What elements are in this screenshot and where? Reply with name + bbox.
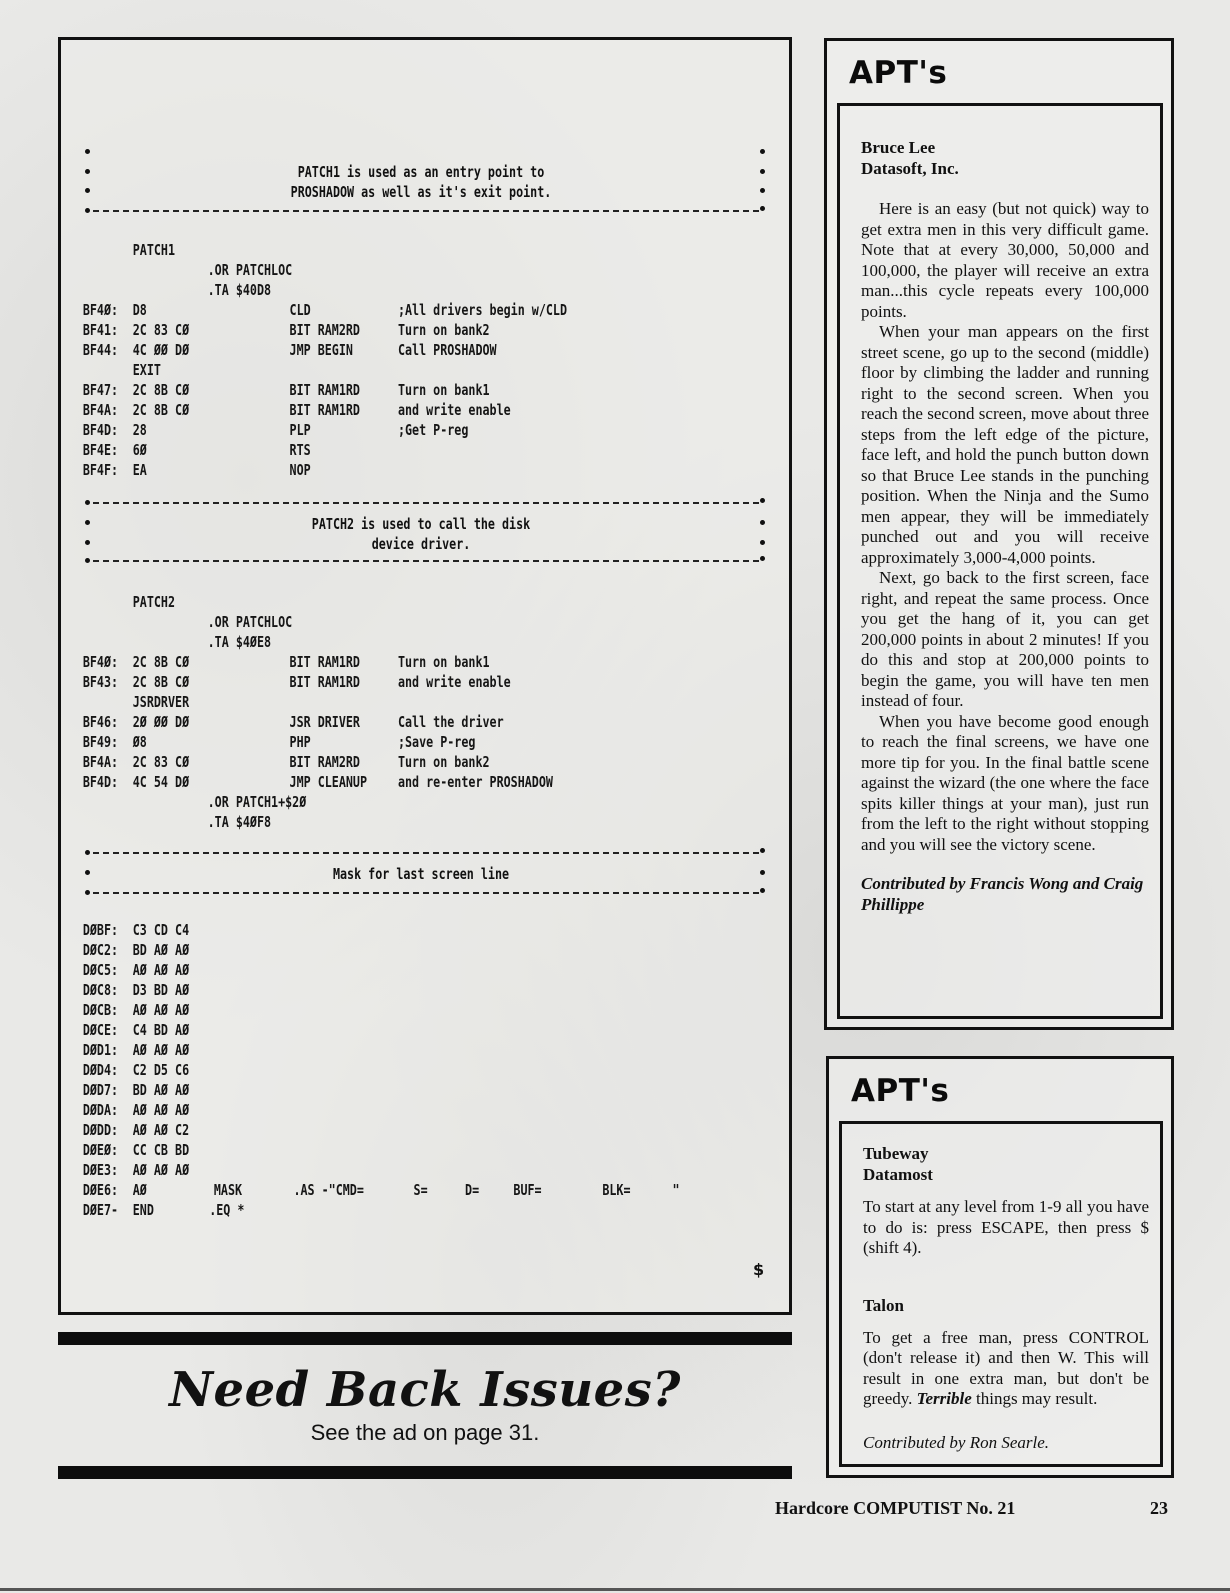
- code-addr: BF47:: [82, 381, 119, 399]
- code-addr: DØCE:: [82, 1021, 119, 1039]
- ad-top-rule: [58, 1332, 792, 1345]
- tip-emphasis: Terrible: [916, 1389, 972, 1408]
- mask-blk: BLK=: [602, 1181, 631, 1199]
- comment-3-line-1: Mask for last screen line: [332, 865, 510, 883]
- code-addr: DØDD:: [82, 1121, 119, 1139]
- code-addr: BF4Ø:: [82, 301, 119, 319]
- comment-1-line-2: PROSHADOW as well as it's exit point.: [290, 183, 552, 201]
- comment-bullet: [85, 188, 90, 193]
- code-addr: DØD1:: [82, 1041, 119, 1059]
- comment-bullet: [85, 520, 90, 525]
- comment-2-line-2: device driver.: [371, 535, 471, 553]
- mask-label: MASK: [213, 1181, 243, 1199]
- contributor-credit: Contributed by Ron Searle.: [863, 1432, 1050, 1452]
- mask-quote: ": [672, 1181, 680, 1199]
- code-instr: BIT RAM2RD: [289, 321, 360, 339]
- code-comment: Turn on bank2: [397, 321, 490, 339]
- code-comment: and re-enter PROSHADOW: [397, 773, 553, 791]
- comment-bullet: [85, 558, 90, 563]
- code-instr: BIT RAM1RD: [289, 653, 360, 671]
- comment-bullet: [760, 556, 765, 561]
- tip-text: To get a free man, press CONTROL (don't release it) and then W. This will result in one extra man, but don't be greedy.: [863, 1327, 1149, 1408]
- code-bytes: AØ AØ AØ: [132, 961, 190, 979]
- code-comment: ;Get P-reg: [397, 421, 469, 439]
- tip-text: things may result.: [971, 1389, 1098, 1408]
- code-addr: DØBF:: [82, 921, 119, 939]
- comment-bullet: [85, 890, 90, 895]
- directive: .OR PATCHLOC: [207, 261, 293, 279]
- code-bytes: 2C 8B CØ: [132, 653, 190, 671]
- code-addr: DØD7:: [82, 1081, 119, 1099]
- code-bytes: AØ AØ C2: [132, 1121, 190, 1139]
- comment-bullet: [85, 870, 90, 875]
- code-bytes: 2Ø ØØ DØ: [132, 713, 190, 731]
- code-bytes: 2C 8B CØ: [132, 673, 190, 691]
- code-addr: BF49:: [82, 733, 119, 751]
- code-addr: BF4E:: [82, 441, 119, 459]
- comment-2-line-1: PATCH2 is used to call the disk: [311, 515, 531, 533]
- code-comment: ;Save P-reg: [397, 733, 476, 751]
- end-label: END: [132, 1201, 154, 1219]
- code-addr: DØEØ:: [82, 1141, 119, 1159]
- comment-divider: [93, 852, 759, 854]
- code-comment: and write enable: [397, 401, 511, 419]
- comment-bullet: [85, 540, 90, 545]
- tip-paragraph: When your man appears on the first street scene, go up to the second (middle) floor by climbing the ladder and running right to the second screen. When you reach the second screen, move about three steps from the left edge of the picture, face left, and hold the punch button down so that Bruce Lee stands in the punching position. When the Ninja and the Sumo men appear, they will be immediately punched out and you will receive approximately 3,000-4,000 points.: [861, 322, 1149, 567]
- code-comment: Call PROSHADOW: [397, 341, 497, 359]
- mask-s: S=: [413, 1181, 428, 1199]
- end-directive: .EQ *: [209, 1201, 245, 1219]
- directive: .TA $4ØF8: [207, 813, 272, 831]
- code-bytes: 4C 54 DØ: [132, 773, 190, 791]
- tip-paragraph: To start at any level from 1-9 all you have to do is: press ESCAPE, then press $ (shift 4).: [863, 1197, 1149, 1257]
- tip-paragraph: Here is an easy (but not quick) way to get extra men in this very difficult game. Note that at every 30,000, 50,000 and 100,000, the player will receive an extra man...this cycle repeats every 100,000 points.: [861, 199, 1149, 321]
- code-bytes: AØ AØ AØ: [132, 1101, 190, 1119]
- code-instr: JSR DRIVER: [289, 713, 360, 731]
- code-instr: RTS: [289, 441, 311, 459]
- comment-bullet: [760, 540, 765, 545]
- mask-buf: BUF=: [513, 1181, 542, 1199]
- assembly-listing-box: [58, 37, 792, 1315]
- code-addr: BF4D:: [82, 421, 119, 439]
- code-addr: BF4D:: [82, 773, 119, 791]
- directive: .OR PATCHLOC: [207, 613, 293, 631]
- code-instr: BIT RAM2RD: [289, 753, 360, 771]
- tip-paragraph: Next, go back to the first screen, face right, and repeat the same process. Once you get the hang of it, you can get 200,000 points in about 2 minutes! If you do this and stop at 200,000 points to begin the game, you will have ten men instead of four.: [861, 568, 1149, 710]
- code-bytes: D8: [132, 301, 147, 319]
- comment-bullet: [760, 206, 765, 211]
- code-addr: BF4A:: [82, 401, 119, 419]
- apt-box-tubeway-talon: [826, 1056, 1174, 1478]
- code-addr: DØD4:: [82, 1061, 119, 1079]
- code-bytes: BD AØ AØ: [132, 941, 190, 959]
- page-number: 23: [1150, 1498, 1168, 1518]
- code-bytes: EA: [132, 461, 147, 479]
- code-bytes: C2 D5 C6: [132, 1061, 190, 1079]
- code-addr: DØC2:: [82, 941, 119, 959]
- game-title: Talon: [863, 1295, 904, 1315]
- label-jsrdrver: JSRDRVER: [132, 693, 190, 711]
- comment-bullet: [760, 188, 765, 193]
- comment-divider: [93, 502, 759, 504]
- label-patch1: PATCH1: [132, 241, 176, 259]
- ad-bottom-rule: [58, 1466, 792, 1479]
- code-comment: ;All drivers begin w/CLD: [397, 301, 568, 319]
- comment-divider: [93, 560, 759, 562]
- code-instr: BIT RAM1RD: [289, 673, 360, 691]
- code-bytes: CC CB BD: [132, 1141, 190, 1159]
- code-instr: BIT RAM1RD: [289, 401, 360, 419]
- code-addr: BF4Ø:: [82, 653, 119, 671]
- code-bytes: 2C 8B CØ: [132, 401, 190, 419]
- comment-bullet: [85, 208, 90, 213]
- code-bytes: Ø8: [132, 733, 147, 751]
- code-instr: JMP BEGIN: [289, 341, 353, 359]
- code-bytes: 2C 83 CØ: [132, 321, 190, 339]
- directive: .TA $40D8: [207, 281, 272, 299]
- apt-box-bruce-lee: [824, 38, 1174, 1030]
- apt-content: [861, 137, 1149, 915]
- code-comment: Call the driver: [397, 713, 504, 731]
- contributor-credit: Contributed by Francis Wong and Craig Phillippe: [861, 874, 1144, 914]
- comment-bullet: [760, 169, 765, 174]
- comment-1-line-1: PATCH1 is used as an entry point to: [297, 163, 545, 181]
- label-patch2: PATCH2: [132, 593, 176, 611]
- code-bytes: 4C ØØ DØ: [132, 341, 190, 359]
- ad-title: Need Back Issues?: [169, 1362, 681, 1418]
- code-bytes: 2C 83 CØ: [132, 753, 190, 771]
- code-addr: BF4F:: [82, 461, 119, 479]
- code-bytes: C3 CD C4: [132, 921, 190, 939]
- code-comment: Turn on bank2: [397, 753, 490, 771]
- code-bytes: BD AØ AØ: [132, 1081, 190, 1099]
- code-instr: PLP: [289, 421, 311, 439]
- end-of-listing-marker: $: [753, 1260, 765, 1279]
- code-bytes: 28: [132, 421, 147, 439]
- code-addr: BF46:: [82, 713, 119, 731]
- code-addr: DØC5:: [82, 961, 119, 979]
- comment-bullet: [85, 169, 90, 174]
- comment-bullet: [760, 870, 765, 875]
- comment-bullet: [760, 848, 765, 853]
- mask-last-bytes: AØ: [132, 1181, 147, 1199]
- code-bytes: 6Ø: [132, 441, 147, 459]
- code-addr: BF4A:: [82, 753, 119, 771]
- code-bytes: AØ AØ AØ: [132, 1161, 190, 1179]
- comment-bullet: [760, 520, 765, 525]
- code-instr: PHP: [289, 733, 311, 751]
- comment-divider: [93, 210, 759, 212]
- comment-divider: [93, 892, 759, 894]
- publication-title: Hardcore COMPUTIST No. 21: [775, 1498, 1016, 1518]
- mask-last-addr: DØE6:: [82, 1181, 119, 1199]
- end-addr: DØE7-: [82, 1201, 119, 1219]
- comment-bullet: [760, 149, 765, 154]
- apt-heading: APT's: [849, 55, 948, 91]
- code-comment: Turn on bank1: [397, 653, 490, 671]
- code-instr: BIT RAM1RD: [289, 381, 360, 399]
- apt-heading: APT's: [851, 1073, 950, 1109]
- code-addr: BF44:: [82, 341, 119, 359]
- publisher: Datasoft, Inc.: [861, 159, 959, 178]
- page-bottom-edge: [0, 1588, 1230, 1591]
- code-comment: and write enable: [397, 673, 511, 691]
- code-bytes: 2C 8B CØ: [132, 381, 190, 399]
- mask-directive: .AS -"CMD=: [293, 1181, 364, 1199]
- code-bytes: AØ AØ AØ: [132, 1001, 190, 1019]
- publisher: Datamost: [863, 1165, 933, 1184]
- code-bytes: AØ AØ AØ: [132, 1041, 190, 1059]
- game-title: Bruce Lee: [861, 138, 936, 157]
- directive: .TA $4ØE8: [207, 633, 272, 651]
- comment-bullet: [760, 888, 765, 893]
- code-bytes: C4 BD AØ: [132, 1021, 190, 1039]
- code-bytes: D3 BD AØ: [132, 981, 190, 999]
- code-instr: NOP: [289, 461, 311, 479]
- code-instr: JMP CLEANUP: [289, 773, 368, 791]
- comment-bullet: [85, 500, 90, 505]
- label-exit: EXIT: [132, 361, 161, 379]
- code-addr: BF41:: [82, 321, 119, 339]
- code-addr: DØE3:: [82, 1161, 119, 1179]
- mask-d: D=: [465, 1181, 480, 1199]
- tip-paragraph: [863, 1328, 1149, 1410]
- game-title: Tubeway: [863, 1144, 929, 1163]
- tip-paragraph: When you have become good enough to reach the final screens, we have one more tip for you. In the final battle scene against the wizard (the one where the face spits killer things at your man), just run from the left to the right without stopping and you will see the victory scene.: [861, 711, 1149, 854]
- comment-bullet: [760, 498, 765, 503]
- code-addr: DØC8:: [82, 981, 119, 999]
- ad-subtitle: See the ad on page 31.: [310, 1420, 540, 1445]
- code-instr: CLD: [289, 301, 311, 319]
- comment-bullet: [85, 850, 90, 855]
- comment-bullet: [85, 149, 90, 154]
- directive: .OR PATCH1+$2Ø: [207, 793, 307, 811]
- code-comment: Turn on bank1: [397, 381, 490, 399]
- code-addr: BF43:: [82, 673, 119, 691]
- code-addr: DØDA:: [82, 1101, 119, 1119]
- code-addr: DØCB:: [82, 1001, 119, 1019]
- apt-content: [863, 1143, 1149, 1453]
